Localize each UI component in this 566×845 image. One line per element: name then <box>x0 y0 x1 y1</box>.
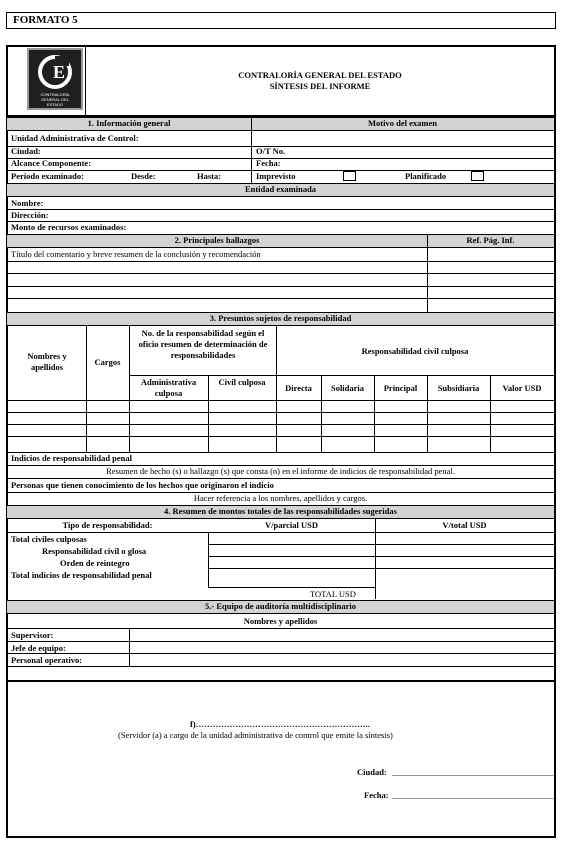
supervisor-label: Supervisor: <box>11 630 54 640</box>
fecha-label: Fecha: <box>256 158 281 168</box>
firma-servidor: (Servidor (a) a cargo de la unidad administrativa de control que emite la síntesis) <box>118 730 393 740</box>
col-valor: Valor USD <box>502 383 542 393</box>
jefe-label: Jefe de equipo: <box>11 643 66 653</box>
civil-header: Responsabilidad civil culposa <box>361 346 469 356</box>
firma-line: f)…………………………………………………….. <box>190 719 370 729</box>
resp-civil-label: Responsabilidad civil o glosa <box>42 546 147 556</box>
orden-label: Orden de reintegro <box>60 558 130 568</box>
indicios-title: Indicios de responsabilidad penal <box>11 453 133 463</box>
entidad-title: Entidad examinada <box>244 184 317 194</box>
col-principal: Principal <box>383 383 418 393</box>
alcance-label: Alcance Componente: <box>11 158 92 168</box>
col-subsidiaria: Subsidiaria <box>437 383 480 393</box>
vtotal-label: V/total USD <box>442 520 487 530</box>
header-line2: SÍNTESIS DEL INFORME <box>269 81 371 91</box>
section1-title: 1. Información general <box>87 118 171 128</box>
format-label: FORMATO 5 <box>13 14 78 26</box>
total-civiles-label: Total civiles culposas <box>11 534 87 544</box>
section4-title: 4. Resumen de montos totales de las responsabilidades sugeridas <box>164 506 397 516</box>
hasta-label: Hasta: <box>197 171 222 181</box>
section3-title: 3. Presuntos sujetos de responsabilidad <box>209 313 352 323</box>
format-label-box <box>6 12 556 29</box>
nombre-label: Nombre: <box>11 198 44 208</box>
col-cargos: Cargos <box>94 357 121 367</box>
ref-title: Ref. Pág. Inf. <box>466 235 515 245</box>
ciudad-label: Ciudad: <box>11 146 41 156</box>
section5-title: 5.- Equipo de auditoría multidisciplinario <box>205 601 356 611</box>
col-solidaria: Solidaria <box>330 383 365 393</box>
section2-title: 2. Principales hallazgos <box>174 235 260 245</box>
firma-ciudad-label: Ciudad: <box>357 767 387 777</box>
logo <box>27 48 83 110</box>
periodo-label: Período examinado: <box>11 171 84 181</box>
planificado-checkbox[interactable] <box>471 171 484 181</box>
col-directa: Directa <box>285 383 312 393</box>
personal-label: Personal operativo: <box>11 655 83 665</box>
tipo-label: Tipo de responsabilidad: <box>62 520 153 530</box>
col-civil: Civil culposa <box>218 377 266 387</box>
direccion-label: Dirección: <box>11 210 49 220</box>
vparcial-label: V/parcial USD <box>265 520 318 530</box>
total-usd-label: TOTAL USD <box>310 589 356 599</box>
personas-text: Hacer referencia a los nombres, apellidos y cargos. <box>193 493 368 503</box>
imprevisto-label: Imprevisto <box>256 171 296 181</box>
desde-label: Desde: <box>131 171 156 181</box>
firma-ciudad-line: ______________________________________ <box>392 767 554 777</box>
col-oficio: No. de la responsabilidad según el oficio resumen de determinación de responsabilidades <box>138 328 268 360</box>
ot-label: O/T No. <box>256 146 286 156</box>
total-indicios-label: Total indicios de responsabilidad penal <box>11 570 152 580</box>
header-line1: CONTRALORÍA GENERAL DEL ESTADO <box>238 70 402 80</box>
equipo-nombres: Nombres y apellidos <box>243 616 318 626</box>
unidad-label: Unidad Administrativa de Control: <box>11 133 139 143</box>
firma-fecha-line: ______________________________________ <box>392 790 554 800</box>
firma-fecha-label: Fecha: <box>364 790 389 800</box>
svg-text:E: E <box>53 62 66 82</box>
imprevisto-checkbox[interactable] <box>343 171 356 181</box>
col-nombres: Nombres y apellidos <box>27 351 67 372</box>
motivo-title: Motivo del examen <box>368 118 437 128</box>
indicios-text: Resumen de hecho (s) o hallazgo (s) que consta (n) en el informe de indicios de responsabilidad penal. <box>106 466 455 476</box>
monto-label: Monto de recursos examinados: <box>11 222 127 232</box>
personas-title: Personas que tienen conocimiento de los hechos que originaron el indicio <box>11 480 274 490</box>
cge-emblem-icon <box>29 52 81 92</box>
hallazgos-desc: Título del comentario y breve resumen de la conclusión y recomendación <box>11 249 261 259</box>
logo-text: CONTRALORÍA GENERAL DEL ESTADO <box>40 92 70 107</box>
planificado-label: Planificado <box>405 171 447 181</box>
col-administrativa: Administrativa culposa <box>140 377 197 398</box>
